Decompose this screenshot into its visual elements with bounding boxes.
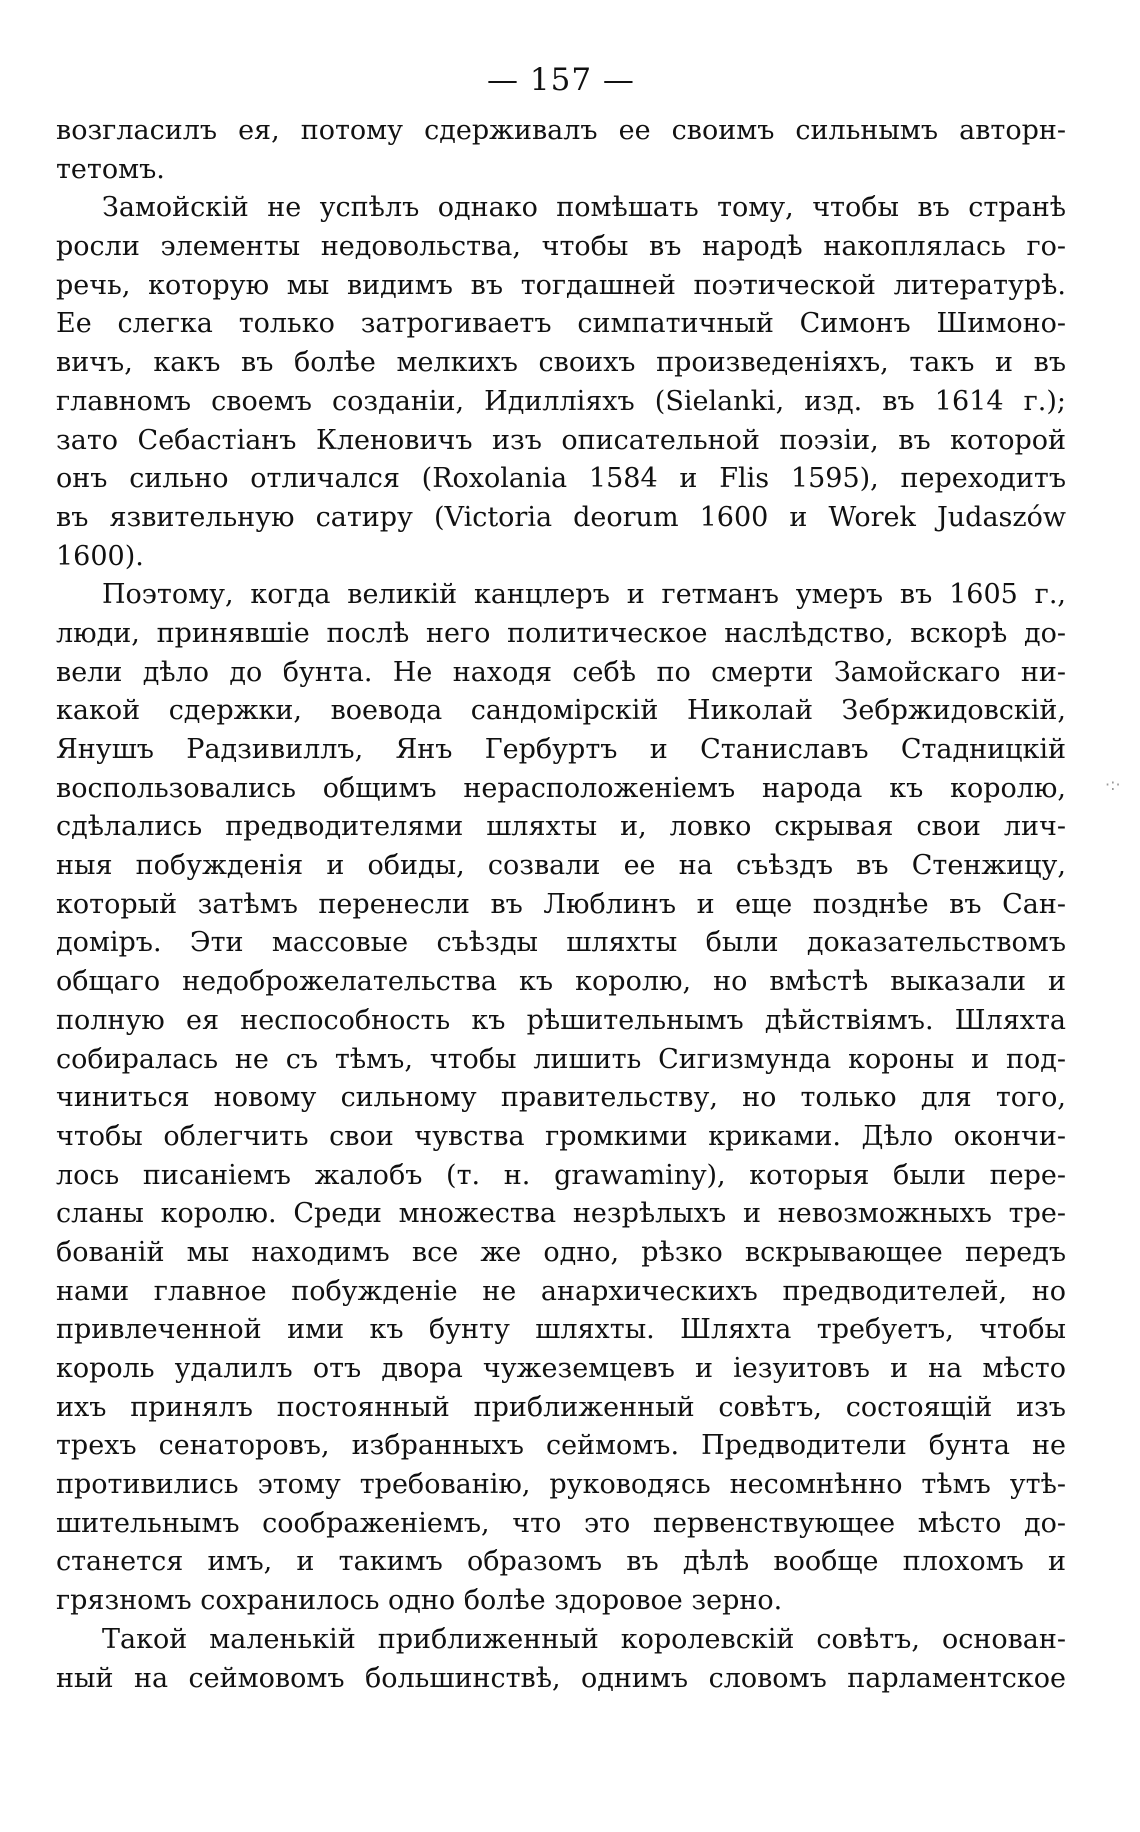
text-line: чтобы облегчить свои чувства громкими криками. Дѣло окончи-	[56, 1120, 1066, 1152]
text-line: зато Себастіанъ Кленовичъ изъ описательной поэзіи, въ которой	[56, 424, 1066, 456]
text-line: онъ сильно отличался (Roxolania 1584 и Flis 1595), переходитъ	[56, 463, 1066, 495]
text-line: вичъ, какъ въ болѣе мелкихъ своихъ произведеніяхъ, такъ и въ	[56, 347, 1066, 379]
text-line: противились этому требованію, руководясь несомнѣнно тѣмъ утѣ-	[56, 1469, 1066, 1501]
text-line: 1600).	[56, 540, 144, 572]
text-line: собиралась не съ тѣмъ, чтобы лишить Сигизмунда короны и под-	[56, 1043, 1066, 1075]
text-line: возгласилъ ея, потому сдерживалъ ее своимъ сильнымъ авторн-	[56, 115, 1066, 146]
text-line: росли элементы недовольства, чтобы въ народѣ накоплялась го-	[56, 231, 1066, 263]
text-line: станется имъ, и такимъ образомъ въ дѣлѣ вообще плохомъ и	[56, 1546, 1066, 1578]
paragraph-1	[56, 112, 1066, 189]
text-line: король удалилъ отъ двора чужеземцевъ и іезуитовъ и на мѣсто	[56, 1353, 1066, 1384]
text-line: лось писаніемъ жалобъ (т. н. grawaminy), которыя были пере-	[56, 1159, 1066, 1191]
text-line: бованій мы находимъ все же одно, рѣзко вскрывающее передъ	[56, 1236, 1066, 1268]
text-line: который затѣмъ перенесли въ Люблинъ и еще позднѣе въ Сан-	[56, 888, 1066, 920]
text-line: общаго недоброжелательства къ королю, но вмѣстѣ выказали и	[56, 966, 1066, 998]
text-line: Замойскій не успѣлъ однако помѣшать тому, чтобы въ странѣ	[102, 192, 1066, 224]
text-line: воспользовались общимъ нерасположеніемъ народа къ королю,	[56, 772, 1066, 804]
text-line: трехъ сенаторовъ, избранныхъ сеймомъ. Предводители бунта не	[56, 1430, 1066, 1462]
text-line: Поэтому, когда великій канцлеръ и гетманъ умеръ въ 1605 г.,	[102, 579, 1066, 611]
text-line: полную ея неспособность къ рѣшительнымъ дѣйствіямъ. Шляхта	[56, 1004, 1066, 1036]
text-line: сланы королю. Среди множества незрѣлыхъ и невозможныхъ тре-	[56, 1198, 1066, 1230]
text-line: доміръ. Эти массовые съѣзды шляхты были доказательствомъ	[56, 927, 1066, 959]
text-line: шительнымъ соображеніемъ, что это первенствующее мѣсто до-	[56, 1507, 1066, 1539]
text-line: ныя побужденія и обиды, созвали ее на съѣздъ въ Стенжицу,	[56, 850, 1066, 882]
text-line: привлеченной ими къ бунту шляхты. Шляхта требуетъ, чтобы	[56, 1314, 1066, 1346]
margin-mark: ·:·	[1105, 775, 1121, 794]
text-line: Янушъ Радзивиллъ, Янъ Гербуртъ и Станиславъ Стадницкій	[56, 734, 1066, 765]
text-line: грязномъ сохранилось одно болѣе здоровое зерно.	[56, 1585, 783, 1617]
text-line: ихъ принялъ постоянный приближенный совѣтъ, состоящій изъ	[56, 1391, 1066, 1423]
page-number: — 157 —	[487, 62, 635, 98]
text-line: какой сдержки, воевода сандомірскій Николай Зебржидовскій,	[56, 695, 1066, 727]
text-line: вели дѣло до бунта. Не находя себѣ по смерти Замойскаго ни-	[56, 656, 1066, 688]
text-line: тетомъ.	[56, 153, 165, 185]
text-line: люди, принявшіе послѣ него политическое наслѣдство, вскорѣ до-	[56, 617, 1066, 649]
text-line: сдѣлались предводителями шляхты и, ловко скрывая свои лич-	[56, 811, 1066, 843]
text-line: ный на сеймовомъ большинствѣ, однимъ словомъ парламентское	[56, 1662, 1066, 1694]
book-page	[56, 60, 1066, 1800]
text-line: въ язвительную сатиру (Victoria deorum 1600 и Worek Judaszów	[56, 501, 1066, 533]
text-line: нами главное побужденіе не анархическихъ предводителей, но	[56, 1275, 1066, 1307]
paragraph-2	[56, 189, 1066, 576]
text-line: главномъ своемъ созданіи, Идилліяхъ (Sielanki, изд. въ 1614 г.);	[56, 385, 1066, 417]
text-line: речь, которую мы видимъ въ тогдашней поэтической литературѣ.	[56, 269, 1066, 301]
text-line: чиниться новому сильному правительству, но только для того,	[56, 1082, 1066, 1114]
paragraph-3	[56, 576, 1066, 1621]
text-line: Ее слегка только затрогиваетъ симпатичный Симонъ Шимоно-	[56, 308, 1066, 340]
text-line: Такой маленькій приближенный королевскій совѣтъ, основан-	[102, 1623, 1066, 1655]
paragraph-4	[56, 1621, 1066, 1698]
